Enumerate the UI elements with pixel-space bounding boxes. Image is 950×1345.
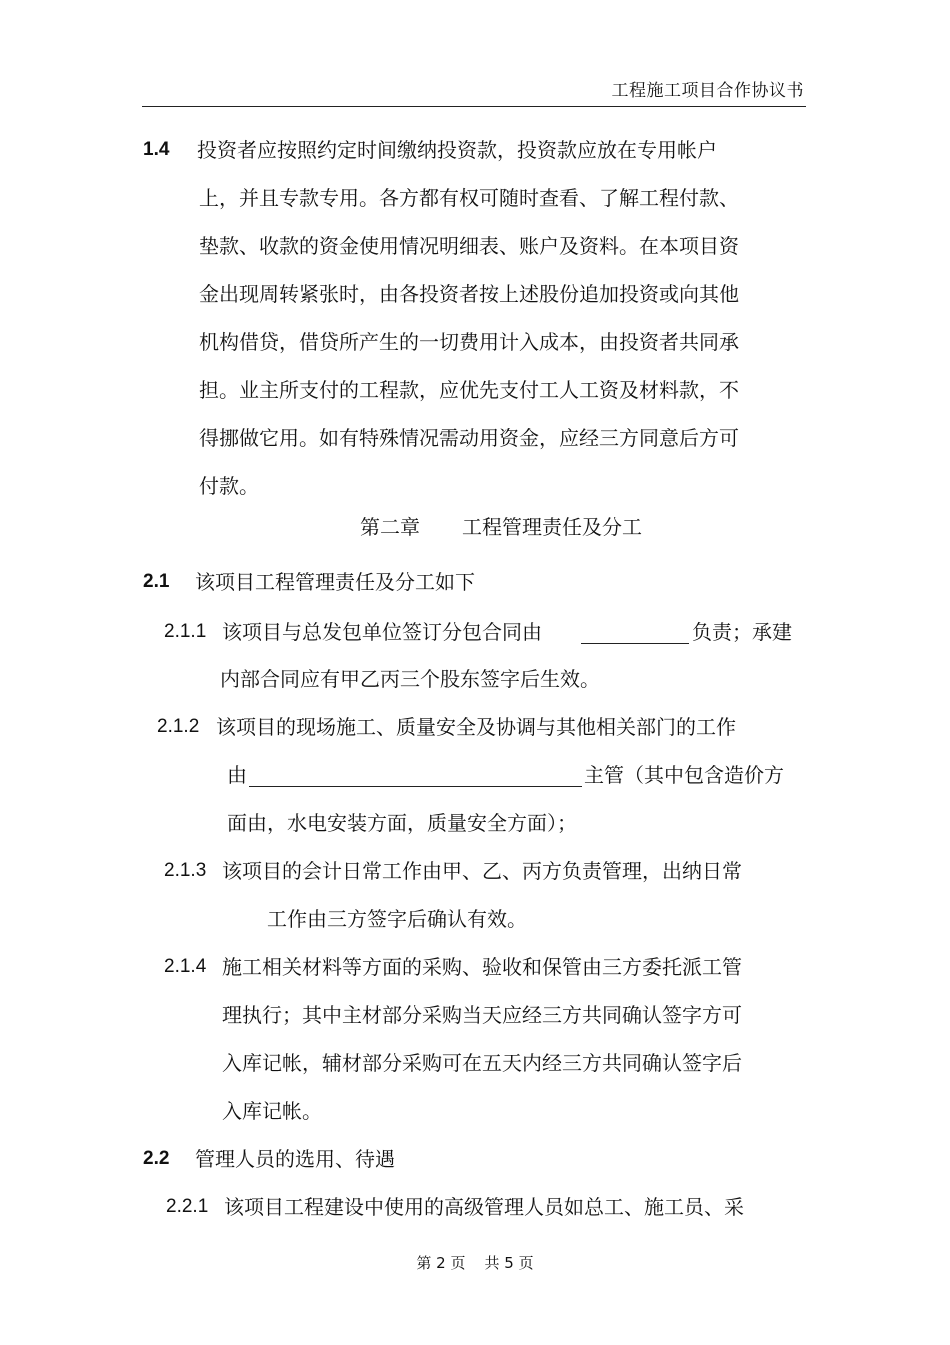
- paragraph-line: 该项目工程建设中使用的高级管理人员如总工、施工员、采: [224, 1195, 744, 1219]
- item-number: 2.1.3: [164, 860, 207, 881]
- paragraph-line: 付款。: [199, 474, 259, 498]
- fill-in-blank[interactable]: [581, 623, 689, 644]
- paragraph-line: 该项目与总发包单位签订分包合同由: [222, 620, 542, 644]
- paragraph-line: 机构借贷，借贷所产生的一切费用计入成本，由投资者共同承: [199, 330, 739, 354]
- paragraph-line: 得挪做它用。如有特殊情况需动用资金，应经三方同意后方可: [199, 426, 739, 450]
- paragraph-line: 由: [227, 763, 247, 787]
- paragraph-line: 垫款、收款的资金使用情况明细表、账户及资料。在本项目资: [199, 234, 739, 258]
- header-title: 工程施工项目合作协议书: [611, 81, 804, 101]
- section-number: 1.4: [143, 139, 170, 160]
- section-heading: 管理人员的选用、待遇: [195, 1147, 395, 1171]
- total-pages: 共 5 页: [484, 1254, 534, 1272]
- item-number: 2.1.4: [164, 956, 207, 977]
- section-number: 2.2: [143, 1148, 170, 1169]
- section-number: 2.1: [143, 571, 170, 592]
- paragraph-line: 施工相关材料等方面的采购、验收和保管由三方委托派工管: [222, 955, 742, 979]
- chapter-title: 工程管理责任及分工: [462, 515, 642, 539]
- paragraph-line: 投资者应按照约定时间缴纳投资款，投资款应放在专用帐户: [197, 138, 717, 162]
- paragraph-line: 工作由三方签字后确认有效。: [267, 907, 527, 931]
- item-number: 2.1.1: [164, 621, 207, 642]
- paragraph-line: 负责；承建: [692, 620, 792, 644]
- paragraph-line: 担。业主所支付的工程款，应优先支付工人工资及材料款，不: [199, 378, 739, 402]
- fill-in-blank[interactable]: [249, 766, 582, 787]
- page-footer: [0, 1252, 950, 1273]
- paragraph-line: 该项目的会计日常工作由甲、乙、丙方负责管理，出纳日常: [222, 859, 742, 883]
- paragraph-line: 内部合同应有甲乙丙三个股东签字后生效。: [220, 667, 600, 691]
- item-number: 2.2.1: [166, 1196, 209, 1217]
- paragraph-line: 主管（其中包含造价方: [584, 763, 784, 787]
- paragraph-line: 入库记帐，辅材部分采购可在五天内经三方共同确认签字后: [222, 1051, 742, 1075]
- paragraph-line: 理执行；其中主材部分采购当天应经三方共同确认签字方可: [222, 1003, 742, 1027]
- chapter-label: 第二章: [360, 515, 420, 539]
- paragraph-line: 上，并且专款专用。各方都有权可随时查看、了解工程付款、: [199, 186, 739, 210]
- header-rule: [142, 106, 806, 107]
- page-number: 第 2 页: [416, 1254, 466, 1272]
- paragraph-line: 面由，水电安装方面，质量安全方面）；: [227, 811, 577, 835]
- paragraph-line: 金出现周转紧张时，由各投资者按上述股份追加投资或向其他: [199, 282, 739, 306]
- paragraph-line: 入库记帐。: [222, 1099, 322, 1123]
- section-heading: 该项目工程管理责任及分工如下: [195, 570, 475, 594]
- item-number: 2.1.2: [157, 716, 200, 737]
- paragraph-line: 该项目的现场施工、质量安全及协调与其他相关部门的工作: [216, 715, 736, 739]
